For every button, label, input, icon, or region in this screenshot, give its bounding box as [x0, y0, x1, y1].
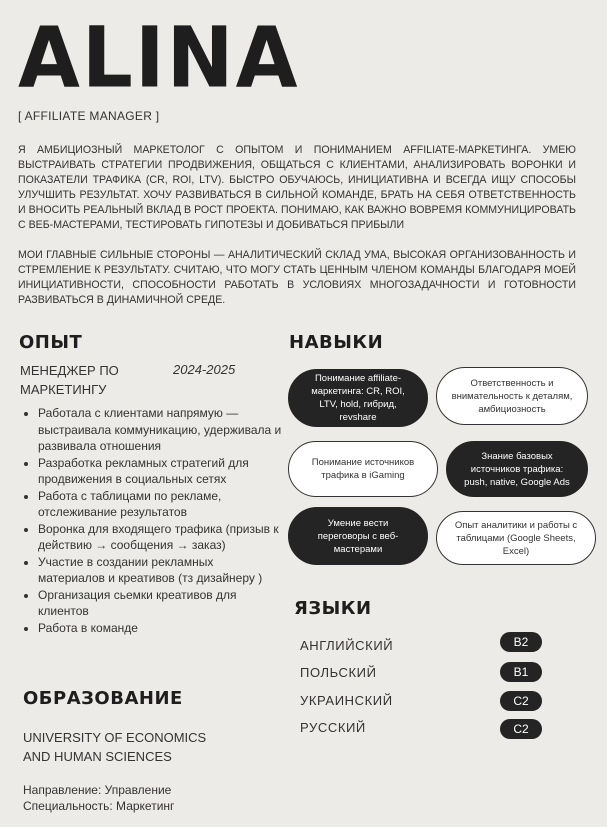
language-level-badge: B1	[500, 662, 542, 682]
job-title: МЕНЕДЖЕР ПО МАРКЕТИНГУ	[20, 363, 119, 397]
skill-pill: Понимание affiliate-маркетинга: CR, ROI, LTV, hold, гибрид, revshare	[288, 369, 428, 427]
skill-pill: Понимание источников трафика в iGaming	[288, 441, 438, 497]
education-direction: Направление: Управление	[23, 783, 172, 797]
skills-heading: НАВЫКИ	[289, 332, 384, 353]
duties-list	[20, 405, 283, 636]
language-name: ПОЛЬСКИЙ	[300, 665, 377, 680]
language-level-badge: B2	[500, 632, 542, 652]
skill-pill: Ответственность и внимательность к деталям, амбициозность	[436, 367, 588, 425]
language-name: АНГЛИЙСКИЙ	[300, 638, 394, 653]
name-heading: ALINA	[18, 8, 300, 107]
language-name: УКРАИНСКИЙ	[300, 693, 393, 708]
languages-heading: ЯЗЫКИ	[294, 598, 372, 619]
role-label: [ AFFILIATE MANAGER ]	[18, 109, 160, 123]
list-item: • Организация сьемки креативов для клиентов	[38, 587, 283, 620]
skill-pill: Умение вести переговоры с веб-мастерами	[288, 507, 428, 565]
about-paragraph-1: Я АМБИЦИОЗНЫЙ МАРКЕТОЛОГ С ОПЫТОМ И ПОНИМАНИЕМ AFFILIATE-МАРКЕТИНГА. УМЕЮ ВЫСТРАИВАТЬ СТРАТЕГИИ ПРОДВИЖЕНИЯ, ОБЩАТЬСЯ С КЛИЕНТАМИ, АНАЛИЗИРОВАТЬ ВОРОНКИ И ПОКАЗАТЕЛИ ТРАФИКА (CR, ROI, LTV). БЫСТРО ОБУЧАЮСЬ, ИНИЦИАТИВНА И ВСЕГДА ИЩУ СПОСОБЫ УЛУЧШИТЬ РЕЗУЛЬТАТ. ХОЧУ РАЗВИВАТЬСЯ В СИЛЬНОЙ КОМАНДЕ, БРАТЬ НА СЕБЯ ОТВЕТСТВЕННОСТЬ И ВНОСИТЬ РЕАЛЬНЫЙ ВКЛАД В РОСТ ПРОЕКТА. ПОНИМАЮ, КАК ВАЖНО ВОВРЕМЯ КОММУНИЦИРОВАТЬ С ВЕБ-МАСТЕРАМИ, ТЕСТИРОВАТЬ ГИПОТЕЗЫ И ДОБИВАТЬСЯ ПРИБЫЛИ	[18, 144, 576, 231]
experience-heading: ОПЫТ	[19, 332, 83, 353]
skill-pill: Опыт аналитики и работы с таблицами (Google Sheets, Excel)	[436, 511, 596, 565]
university-name: UNIVERSITY OF ECONOMICS AND HUMAN SCIENCES	[23, 730, 207, 764]
skill-pill: Знание базовых источников трафика: push, native, Google Ads	[446, 441, 588, 497]
list-item: • Работа в команде	[38, 620, 283, 637]
job-dates: 2024-2025	[173, 362, 236, 377]
education-heading: ОБРАЗОВАНИЕ	[23, 688, 183, 709]
list-item: • Работа с таблицами по рекламе, отслеживание результатов	[38, 488, 283, 521]
list-item: • Работала с клиентами напрямую — выстраивала коммуникацию, удерживала и развивала отношения	[38, 405, 283, 455]
list-item: • Воронка для входящего трафика (призыв к действию → сообщения → заказ)	[38, 521, 283, 554]
about-paragraph-2: МОИ ГЛАВНЫЕ СИЛЬНЫЕ СТОРОНЫ — АНАЛИТИЧЕСКИЙ СКЛАД УМА, ВЫСОКАЯ ОРГАНИЗОВАННОСТЬ И СТРЕМЛЕНИЕ К РЕЗУЛЬТАТУ. СЧИТАЮ, ЧТО МОГУ СТАТЬ ЦЕННЫМ ЧЛЕНОМ КОМАНДЫ БЛАГОДАРЯ МОЕЙ ИНИЦИАТИВНОСТИ, СПОСОБНОСТИ РАБОТАТЬ В УСЛОВИЯХ МНОГОЗАДАЧНОСТИ И ГОТОВНОСТИ РАЗВИВАТЬСЯ В ДИНАМИЧНОЙ СРЕДЕ.	[18, 249, 576, 306]
list-item: • Разработка рекламных стратегий для продвижения в социальных сетях	[38, 455, 283, 488]
education-specialty: Специальность: Маркетинг	[23, 799, 175, 813]
language-level-badge: C2	[500, 719, 542, 739]
list-item: • Участие в создании рекламных материалов и креативов (тз дизайнеру )	[38, 554, 283, 587]
language-name: РУССКИЙ	[300, 720, 366, 735]
language-level-badge: C2	[500, 691, 542, 711]
